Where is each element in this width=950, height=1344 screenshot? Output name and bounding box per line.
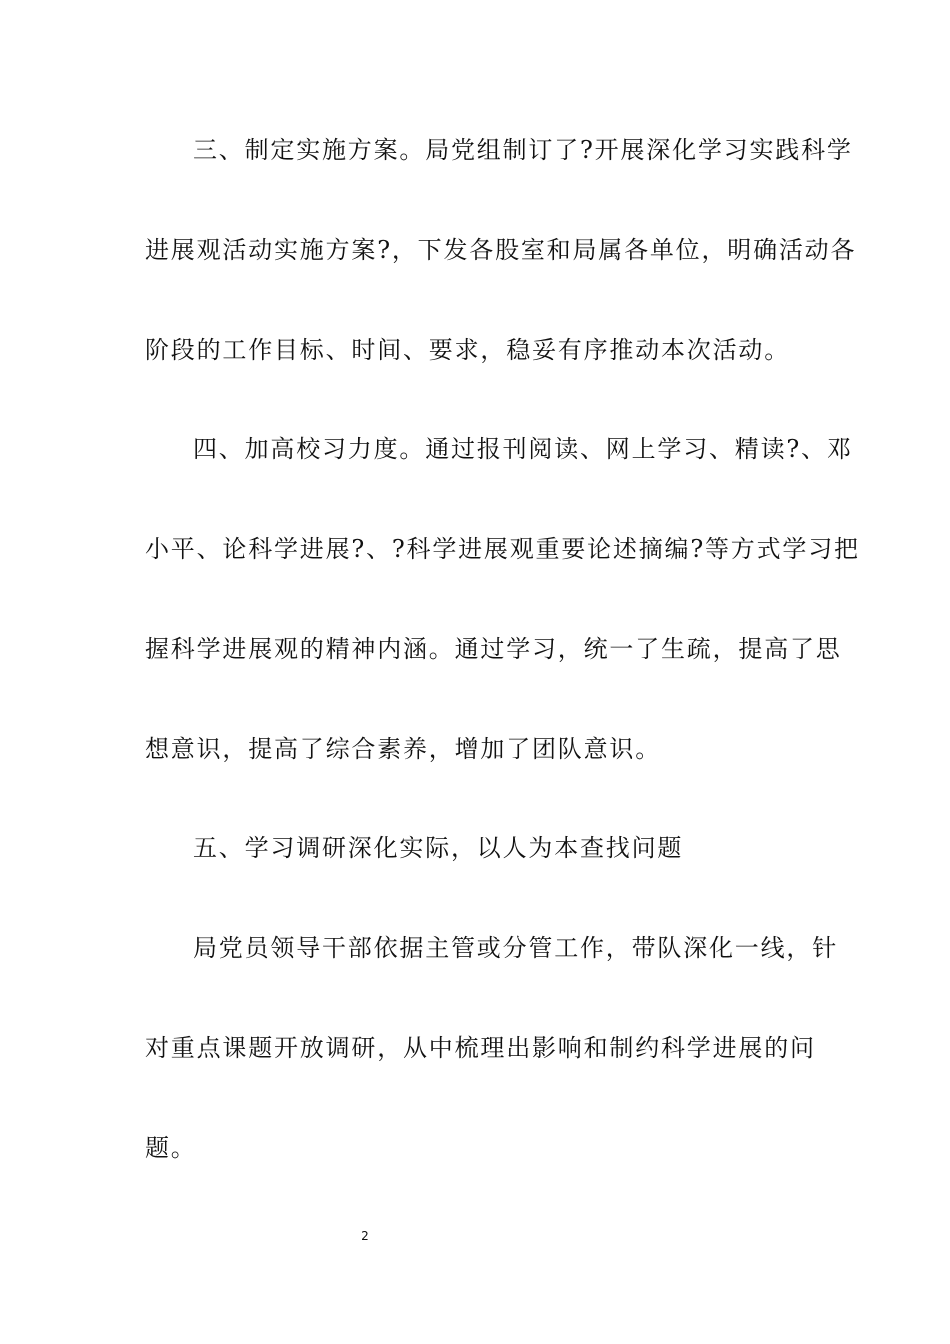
text-line: 小平、论科学进展?、?科学进展观重要论述摘编?等方式学习把 <box>145 535 860 563</box>
text-line: 题。 <box>145 1134 197 1162</box>
text-line: 三、制定实施方案。局党组制订了?开展深化学习实践科学 <box>193 136 853 164</box>
page-number: 2 <box>361 1229 369 1243</box>
text-line: 四、加高校习力度。通过报刊阅读、网上学习、精读?、邓 <box>193 435 853 463</box>
text-line: 想意识，提高了综合素养，增加了团队意识。 <box>145 735 661 763</box>
text-line: 握科学进展观的精神内涵。通过学习，统一了生疏，提高了思 <box>145 635 842 663</box>
text-line: 对重点课题开放调研，从中梳理出影响和制约科学进展的问 <box>145 1034 816 1062</box>
text-line: 局党员领导干部依据主管或分管工作，带队深化一线，针 <box>193 934 838 962</box>
section-heading: 五、学习调研深化实际，以人为本查找问题 <box>193 834 684 862</box>
text-line: 进展观活动实施方案?，下发各股室和局属各单位，明确活动各 <box>145 236 857 264</box>
text-line: 阶段的工作目标、时间、要求，稳妥有序推动本次活动。 <box>145 336 790 364</box>
